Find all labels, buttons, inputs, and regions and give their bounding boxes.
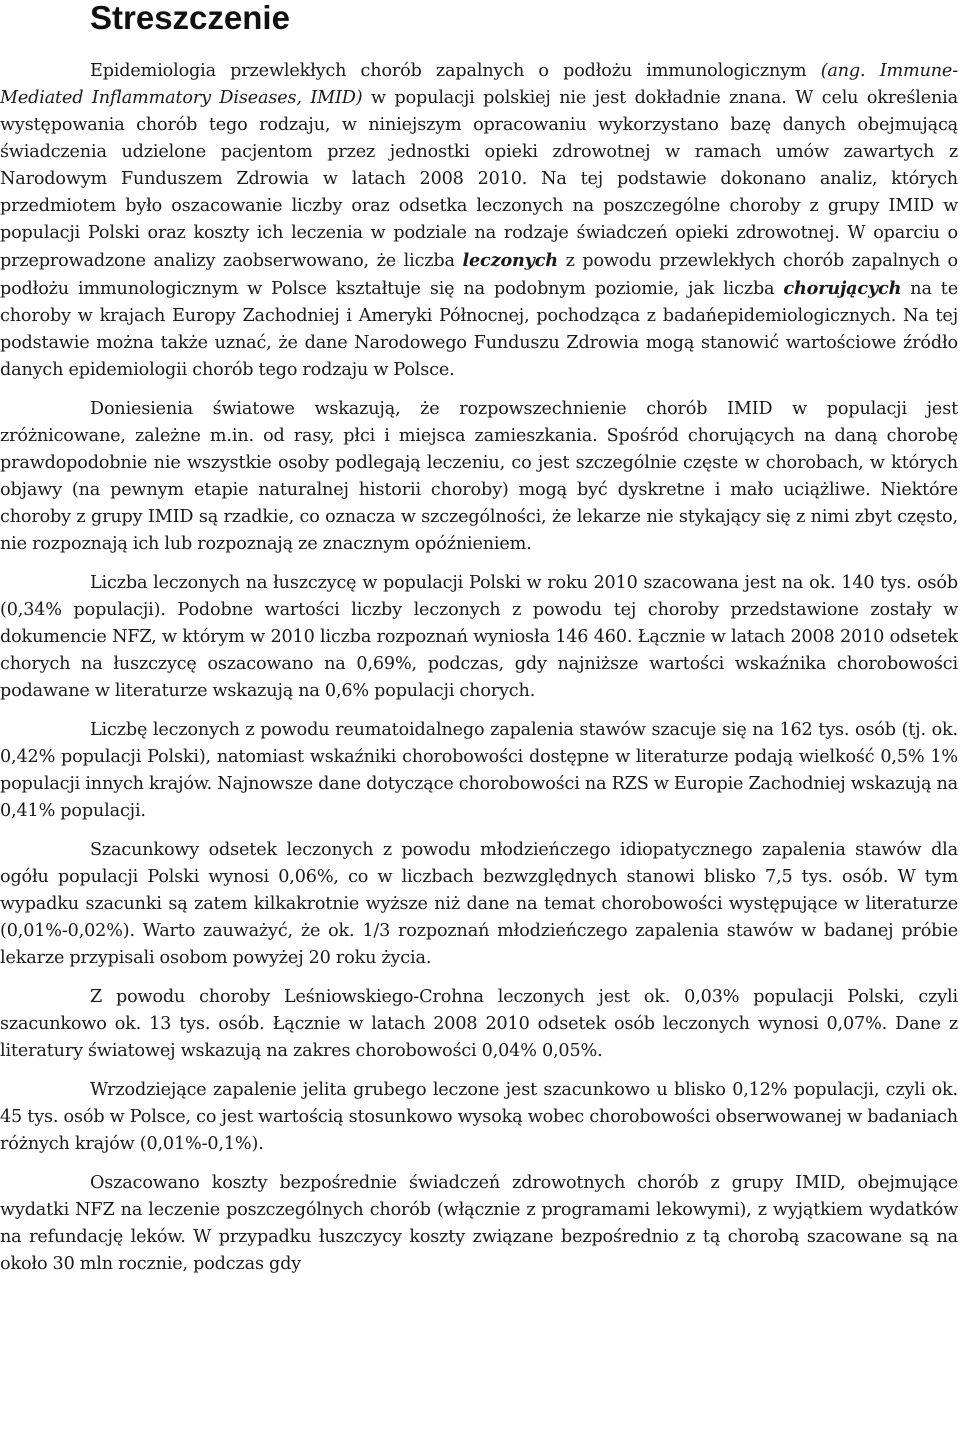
paragraph-text: Epidemiologia przewlekłych chorób zapalnych o podłożu immunologicznym [90, 61, 821, 81]
paragraph [0, 984, 958, 1065]
paragraph-text: Szacunkowy odsetek leczonych z powodu młodzieńczego idiopatycznego zapalenia stawów dla ogółu populacji Polski wynosi 0,06%, co w liczbach bezwzględnych stanowi blisko 7,5 tys. osób. W tym wypadku szacunki są zatem kilkakrotnie wyższe niż dane na temat chorobowości występujące w literaturze (0,01%-0,02%). Warto zauważyć, że ok. 1/3 rozpoznań młodzieńczego zapalenia stawów w badanej próbie lekarze przypisali osobom powyżej 20 roku życia. [0, 840, 958, 968]
emphasized-text: chorujących [783, 278, 902, 299]
page-title: Streszczenie [90, 0, 290, 36]
emphasized-text: leczonych [462, 250, 558, 271]
paragraph-text: Wrzodziejące zapalenie jelita grubego leczone jest szacunkowo u blisko 0,12% populacji, czyli ok. 45 tys. osób w Polsce, co jest wartością stosunkowo wysoką wobec chorobowości obserwowanej w badaniach różnych krajów (0,01%-0,1%). [0, 1080, 958, 1154]
paragraph-text: Liczba leczonych na łuszczycę w populacji Polski w roku 2010 szacowana jest na ok. 140 tys. osób (0,34% populacji). Podobne wartości liczby leczonych z powodu tej choroby przedstawione zostały w dokumencie NFZ, w którym w 2010 liczba rozpoznań wyniosła 146 460. Łącznie w latach 2008 2010 odsetek chorych na łuszczycę oszacowano na 0,69%, podczas, gdy najniższe wartości wskaźnika chorobowości podawane w literaturze wskazują na 0,6% populacji chorych. [0, 573, 958, 701]
paragraph-text: Doniesienia światowe wskazują, że rozpowszechnienie chorób IMID w populacji jest zróżnicowane, zależne m.in. od rasy, płci i miejsca zamieszkania. Spośród chorujących na daną chorobę prawdopodobnie nie wszystkie osoby podlegają leczeniu, co jest szczególnie częste w chorobach, w których objawy (na pewnym etapie naturalnej historii choroby) mogą być dyskretne i mało uciążliwe. Niektóre choroby z grupy IMID są rzadkie, co oznacza w szczególności, że lekarze nie stykający się z nimi zbyt często, nie rozpoznają ich lub rozpoznają ze znacznym opóźnieniem. [0, 399, 958, 554]
paragraph-text: w populacji polskiej nie jest dokładnie znana. W celu określenia występowania chorób tego rodzaju, w niniejszym opracowaniu wykorzystano bazę danych obejmującą świadczenia udzielone pacjentom przez jednostki opieki zdrowotnej w ramach umów zawartych z Narodowym Funduszem Zdrowia w latach 2008 2010. Na tej podstawie dokonano analiz, których przedmiotem było oszacowanie liczby oraz odsetka leczonych na poszczególne choroby z grupy IMID w populacji Polski oraz koszty ich leczenia w podziale na rodzaje świadczeń opieki zdrowotnej. W oparciu o przeprowadzone analizy zaobserwowano, że liczba [0, 88, 959, 271]
paragraph [0, 1170, 958, 1278]
paragraph [0, 396, 958, 558]
paragraph [0, 58, 958, 384]
paragraph [0, 837, 958, 972]
italic-text: (ang. Immune-Mediated Inflammatory Diseases, IMID) [0, 61, 958, 108]
paragraph-text: Z powodu choroby Leśniowskiego-Crohna leczonych jest ok. 0,03% populacji Polski, czyli szacunkowo ok. 13 tys. osób. Łącznie w latach 2008 2010 odsetek osób leczonych wynosi 0,07%. Dane z literatury światowej wskazują na zakres chorobowości 0,04% 0,05%. [0, 987, 958, 1061]
paragraph [0, 1077, 958, 1158]
paragraph [0, 717, 958, 825]
paragraph-text: Oszacowano koszty bezpośrednie świadczeń zdrowotnych chorób z grupy IMID, obejmujące wydatki NFZ na leczenie poszczególnych chorób (włącznie z programami lekowymi), z wyjątkiem wydatków na refundację leków. W przypadku łuszczycy koszty związane bezpośrednio z tą chorobą szacowane są na około 30 mln rocznie, podczas gdy [0, 1173, 958, 1274]
paragraph-text: z powodu przewlekłych chorób zapalnych o podłożu immunologicznym w Polsce kształtuje się na podobnym poziomie, jak liczba [0, 251, 958, 299]
paragraph-text: Liczbę leczonych z powodu reumatoidalnego zapalenia stawów szacuje się na 162 tys. osób (tj. ok. 0,42% populacji Polski), natomiast wskaźniki chorobowości dostępne w literaturze podają wielkość 0,5% 1% populacji innych krajów. Najnowsze dane dotyczące chorobowości na RZS w Europie Zachodniej wskazują na 0,41% populacji. [0, 720, 958, 821]
paragraph-text: na te choroby w krajach Europy Zachodniej i Ameryki Północnej, pochodząca z badańepidemiologicznych. Na tej podstawie można także uznać, że dane Narodowego Funduszu Zdrowia mogą stanowić wartościowe źródło danych epidemiologii chorób tego rodzaju w Polsce. [0, 279, 958, 380]
paragraph [0, 570, 958, 705]
document-body [0, 58, 958, 1278]
title-spacer [0, 38, 958, 58]
